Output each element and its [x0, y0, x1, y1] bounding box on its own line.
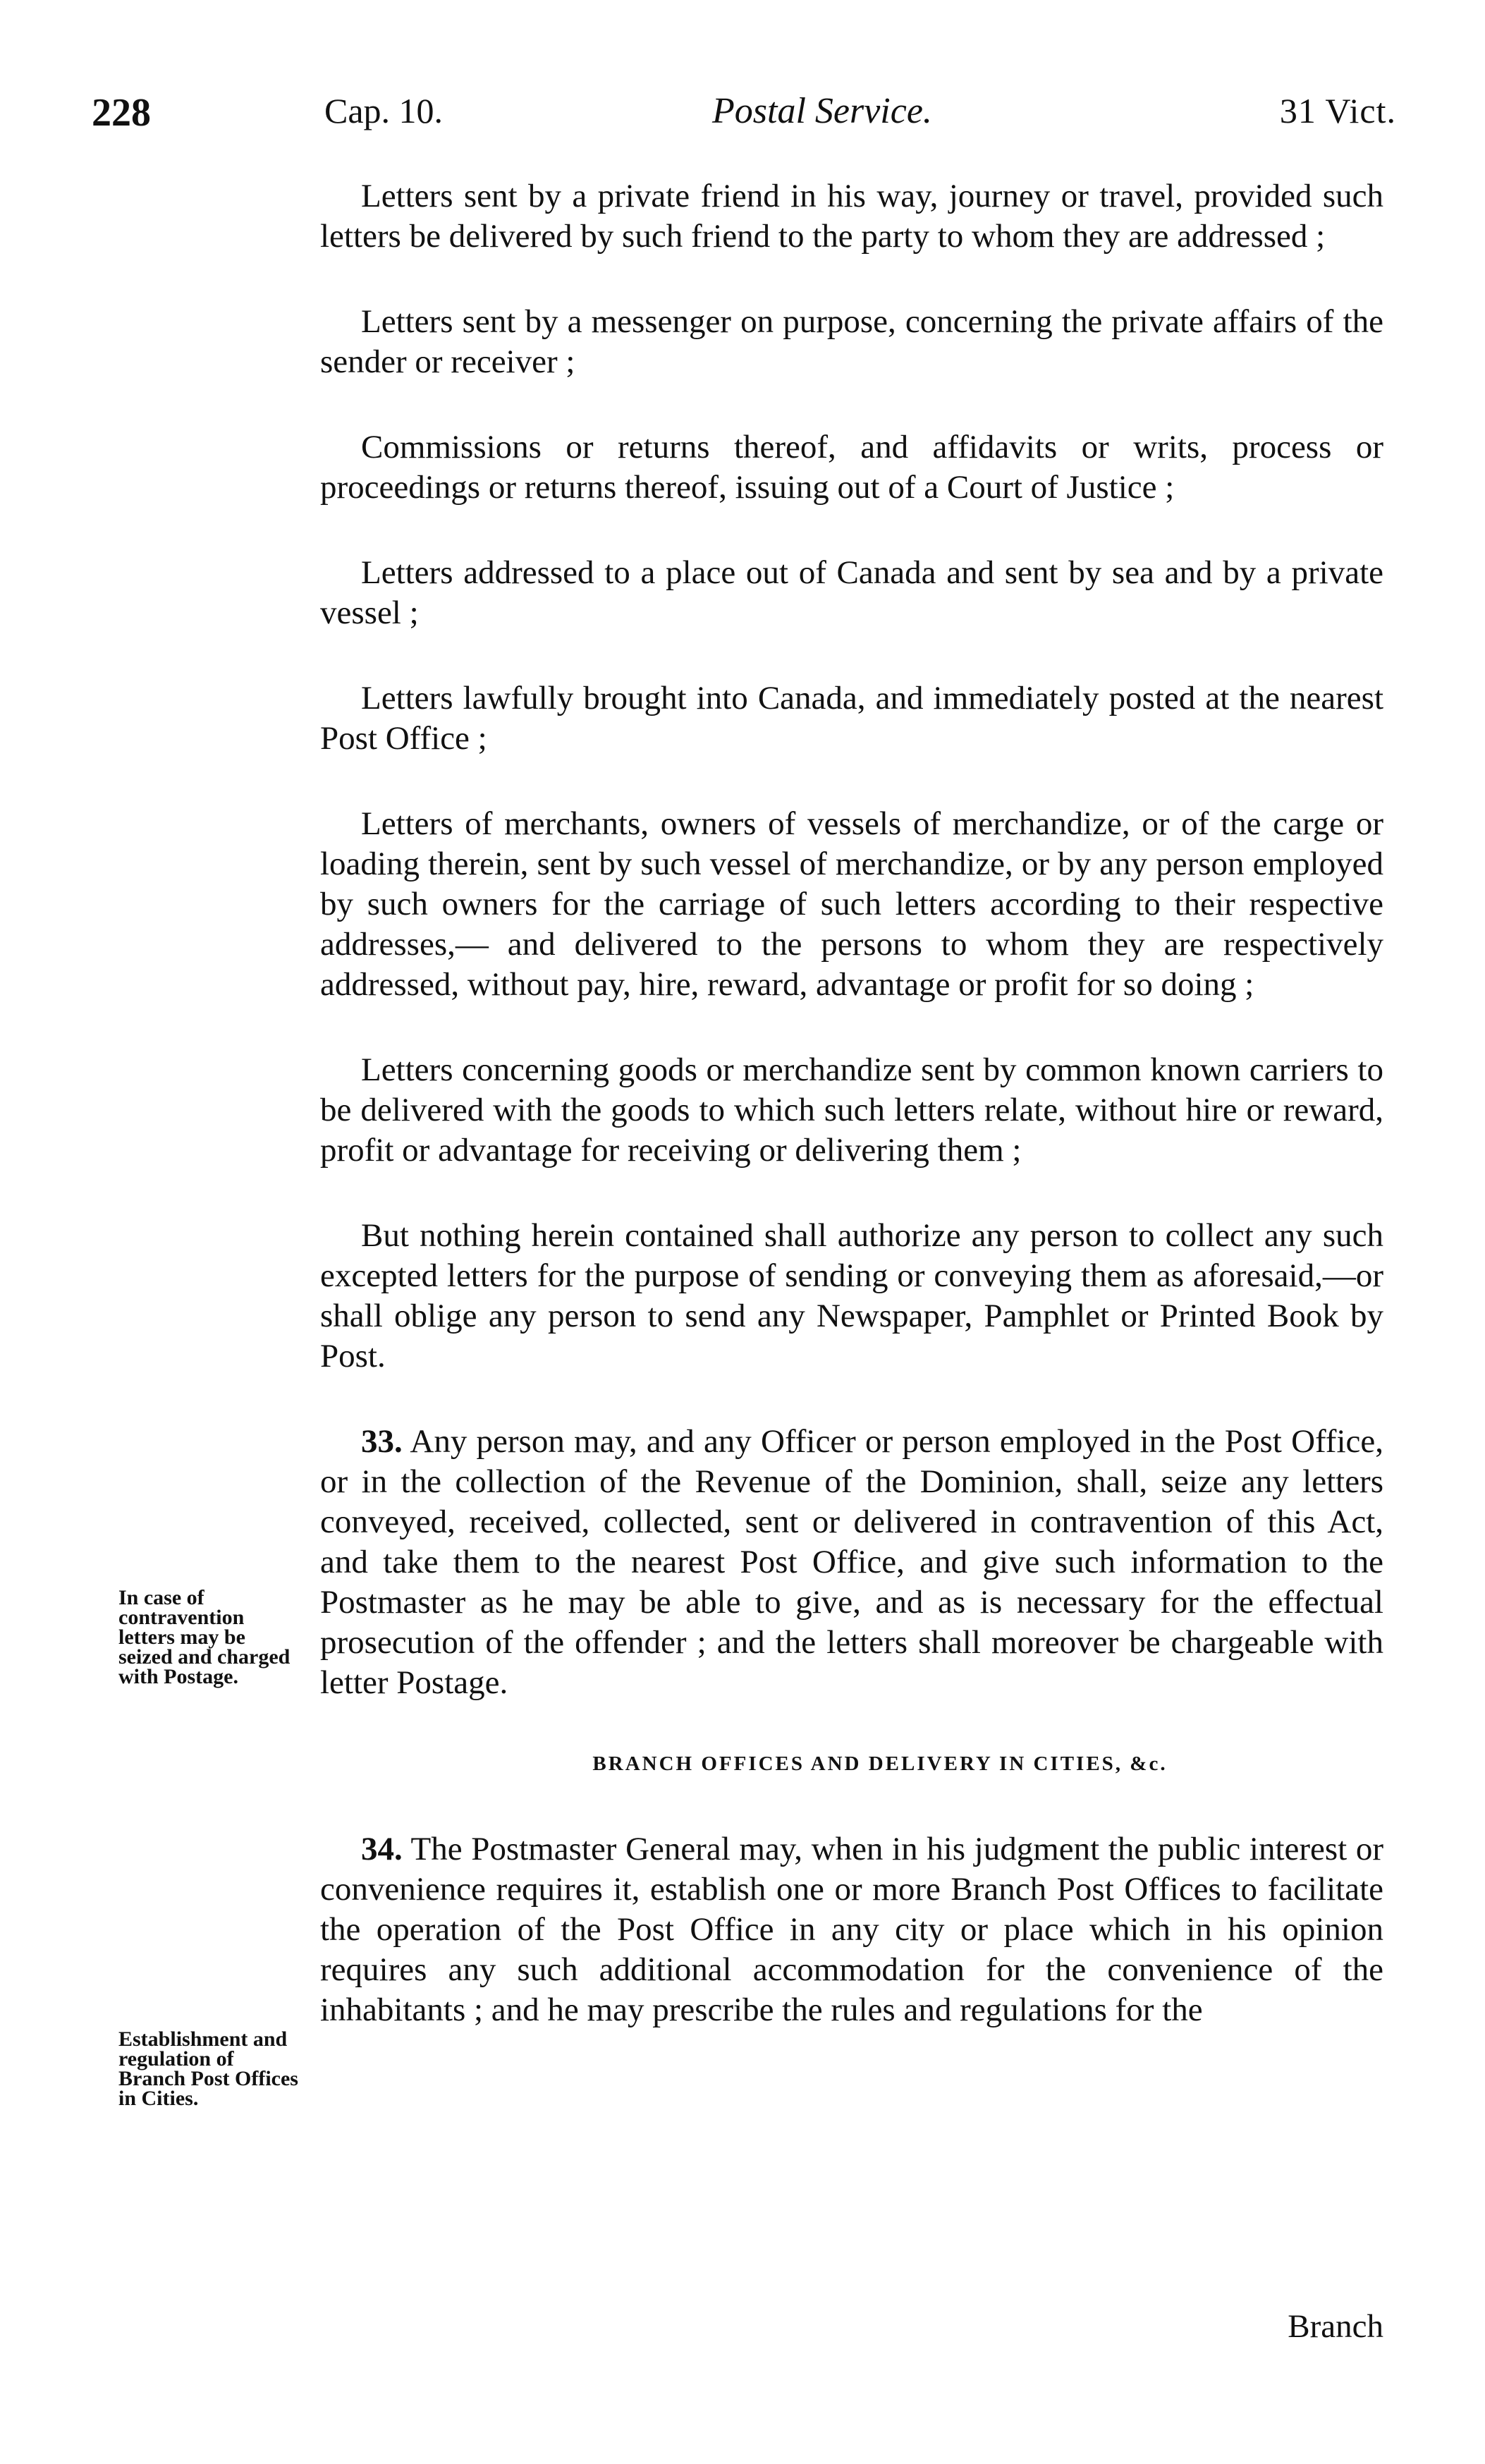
- margin-note-33: In case of contravention letters may be seized and charged with Postage.: [118, 1586, 291, 1688]
- section-34: [320, 1829, 1383, 2030]
- paragraph-common-carriers: Letters concerning goods or merchandize sent by common known carriers to be delivered with the goods to which such letters relate, without hire or reward, profit or advantage for receiving or delivering them ;: [320, 1051, 1383, 1169]
- catchword: Branch: [1288, 2308, 1383, 2345]
- paragraph-merchants: Letters of merchants, owners of vessels of merchandize, or of the carge or loading therein, sent by such vessel of merchandize, or by any person employed by such owners for the carriage of such letters according to their respective addresses,— and delivered to the persons to whom they are respectively addressed, without pay, hire, reward, advantage or profit for so doing ;: [320, 805, 1383, 1003]
- chapter-label: Cap. 10.: [324, 91, 444, 130]
- section-heading: BRANCH OFFICES AND DELIVERY IN CITIES, &c.: [592, 1752, 1168, 1775]
- page-title: Postal Service.: [712, 91, 932, 131]
- main-text: [320, 176, 1383, 2075]
- running-header: [92, 90, 1396, 147]
- paragraph-commissions: Commissions or returns thereof, and affidavits or writs, process or proceedings or returns thereof, issuing out of a Court of Justice ;: [320, 429, 1383, 506]
- regnal-year: 31 Vict.: [1279, 91, 1396, 130]
- section-34-text: The Postmaster General may, when in his judgment the public interest or convenience requires it, establish one or more Branch Post Offices to facilitate the operation of the Post Office in any city or place which in his opinion requires any such additional accommodation for the convenience of the inhabitants ; and he may prescribe the rules and regulations for the: [320, 1831, 1383, 2028]
- page-number: 228: [92, 91, 151, 135]
- paragraph-proviso: But nothing herein contained shall authorize any person to collect any such excepted letters for the purpose of sending or conveying them as aforesaid,—or shall oblige any person to send any Newspaper, Pamphlet or Printed Book by Post.: [320, 1217, 1383, 1374]
- paragraph-out-of-canada: Letters addressed to a place out of Canada and sent by sea and by a private vessel ;: [320, 554, 1383, 631]
- section-33: [320, 1422, 1383, 1703]
- paragraph-messenger: Letters sent by a messenger on purpose, concerning the private affairs of the sender or receiver ;: [320, 303, 1383, 380]
- paragraph-private-friend: Letters sent by a private friend in his way, journey or travel, provided such letters be delivered by such friend to the party to whom they are addressed ;: [320, 178, 1383, 255]
- margin-note-34: Establishment and regulation of Branch Post Offices in Cities.: [118, 2027, 298, 2110]
- section-34-number: 34.: [361, 1831, 403, 1867]
- section-33-number: 33.: [361, 1423, 403, 1460]
- paragraph-brought-into-canada: Letters lawfully brought into Canada, and immediately posted at the nearest Post Office ;: [320, 680, 1383, 757]
- section-33-text: Any person may, and any Officer or person employed in the Post Office, or in the collection of the Revenue of the Dominion, shall, seize any letters conveyed, received, collected, sent or delivered in contravention of this Act, and take them to the nearest Post Office, and give such information to the Postmaster as he may be able to give, and as is necessary for the effectual prosecution of the offender ; and the letters shall moreover be chargeable with letter Postage.: [320, 1423, 1383, 1701]
